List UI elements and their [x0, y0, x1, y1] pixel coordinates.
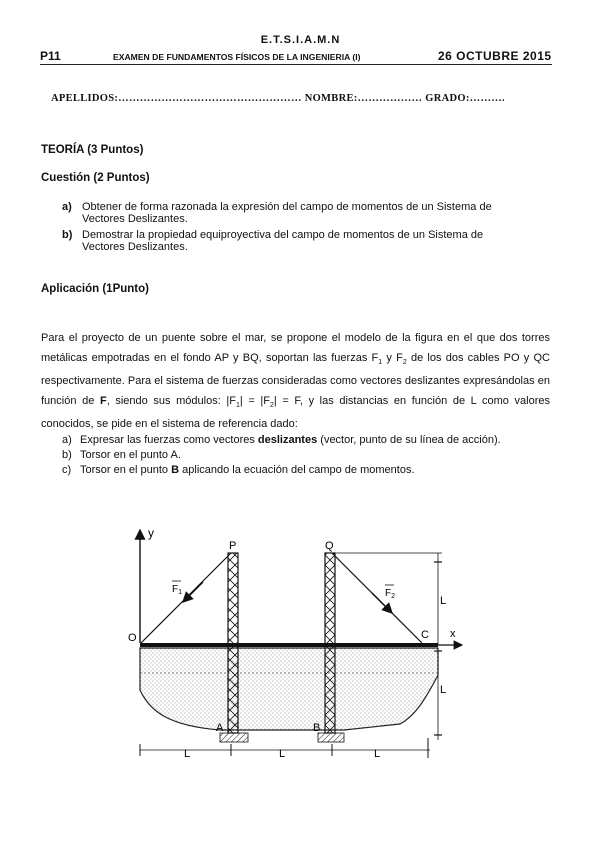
item-text-cont: Vectores Deslizantes. — [82, 213, 188, 225]
y-axis-label: y — [148, 526, 154, 540]
cable-po — [141, 553, 231, 643]
point-a: A — [216, 722, 224, 734]
base-b — [318, 733, 344, 742]
sea-bed — [140, 648, 438, 730]
item-label: b) — [62, 229, 73, 241]
dim-L-h2: L — [279, 748, 286, 760]
application-paragraph: Para el proyecto de un puente sobre el mar, se propone el modelo de la figura en el que dos torres metálicas empotradas en el fondo AP y BQ, soportan las fuerzas $F_1$ y $F_2$ de los dos cables PO y QC respectivamente. Para el sistema de fuerzas consideradas como vectores deslizantes expresándolas en función de F, siendo sus módulos: $|F_1| = |F_2| = F$, y las distancias en función de L como valores conocidos, se pide en el sistema de referencia dado: — [41, 332, 551, 431]
point-b: B — [313, 722, 321, 734]
item-text: Demostrar la propiedad equiproyectiva del campo de momentos de un Sistema de — [82, 229, 484, 241]
subitem-a: a) Expresar las fuerzas como vectores deslizantes (vector, punto de su línea de acción). — [62, 434, 501, 446]
subitem-c: c) Torsor en el punto B aplicando la ecuación del campo de momentos. — [62, 464, 415, 476]
exam-title: EXAMEN DE FUNDAMENTOS FÍSICOS DE LA INGENIERIA (I) — [113, 52, 361, 62]
item-text-cont: Vectores Deslizantes. — [82, 241, 188, 253]
force-f2-label: $F_2$ — [385, 588, 396, 600]
point-p: P — [229, 540, 237, 552]
point-q: Q — [325, 540, 334, 552]
dim-L-vertical-top: L — [440, 595, 447, 607]
point-c: C — [421, 629, 429, 641]
problem-code: P11 — [40, 49, 61, 63]
base-a — [220, 733, 248, 742]
x-axis-label: x — [450, 628, 456, 640]
point-o: O — [128, 632, 137, 644]
theory-heading: TEORÍA (3 Puntos) — [41, 144, 144, 156]
dim-L-h1: L — [184, 748, 191, 760]
application-heading: Aplicación (1Punto) — [41, 283, 149, 295]
force-f1-label: $F_1$ — [172, 584, 183, 596]
item-text: Obtener de forma razonada la expresión del campo de momentos de un Sistema de — [82, 201, 492, 213]
force-f1-arrow — [183, 582, 203, 602]
tower-ap — [228, 553, 238, 733]
subitem-b: b) Torsor en el punto A. — [62, 449, 181, 461]
tower-bq — [325, 553, 335, 733]
school-name: E.T.S.I.A.M.N — [260, 34, 341, 46]
student-name-row: APELLIDOS:…………………………………………… NOMBRE:……………… GRADO:………. — [51, 93, 505, 104]
item-label: a) — [62, 201, 72, 213]
question-heading: Cuestión (2 Puntos) — [41, 172, 150, 184]
dim-L-vertical-bottom: L — [440, 684, 447, 696]
dim-L-h3: L — [374, 748, 381, 760]
exam-date: 26 OCTUBRE 2015 — [438, 49, 552, 63]
